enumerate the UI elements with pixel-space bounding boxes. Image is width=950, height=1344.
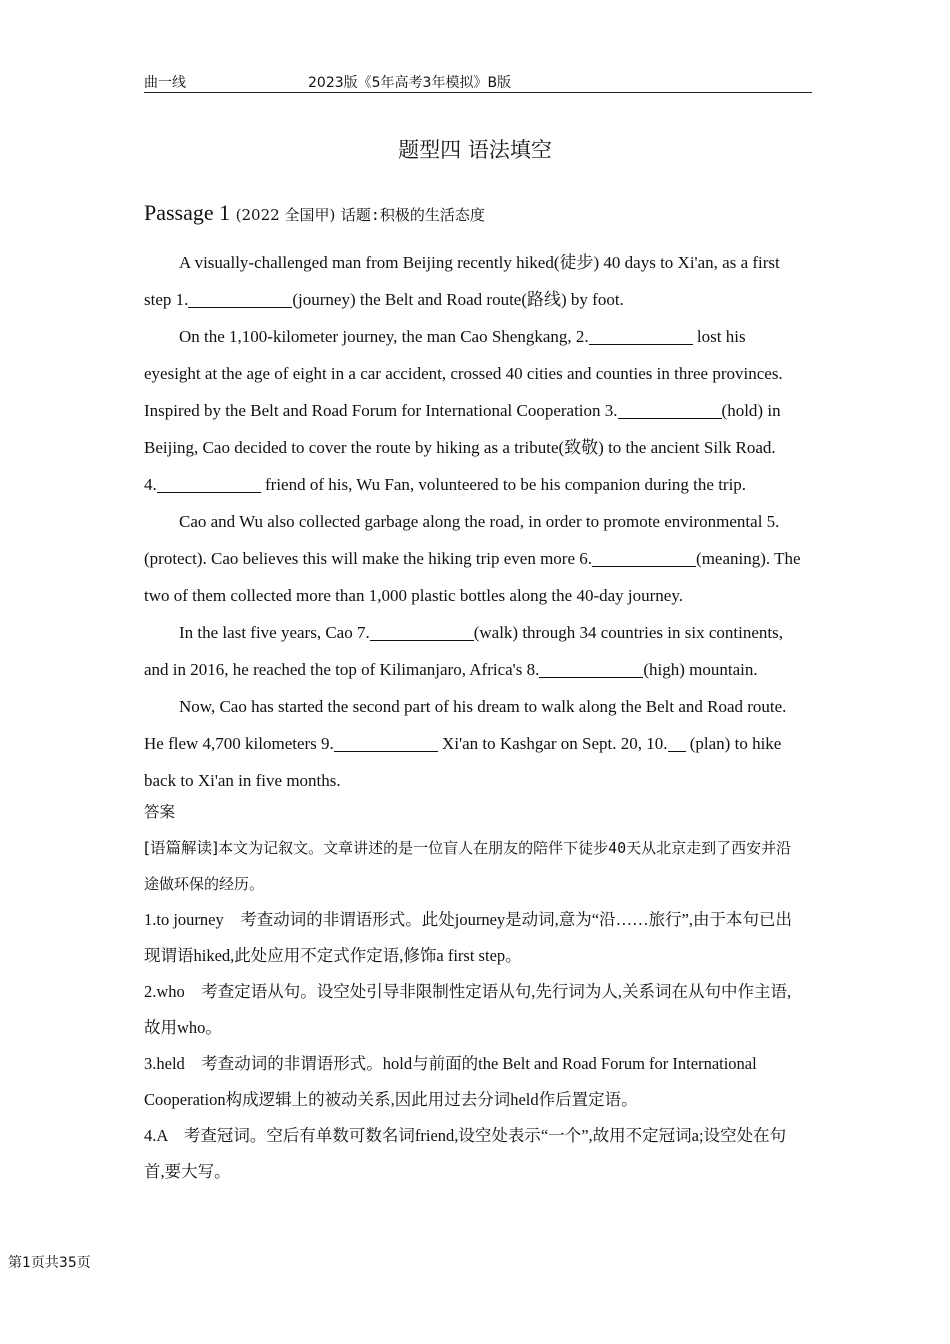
paragraph-4: Cao and Wu also collected garbage along the road, in order to promote environmental 5. (protect). Cao believes this will make the hiking trip even more 6. (meaning). The two of them collected more than 1,000 plastic bottles along the 40-day journey. [144, 512, 801, 605]
blank-8[interactable] [539, 659, 643, 678]
answers-label: 答案 [144, 803, 176, 821]
passage-source: (2022 全国甲) [235, 206, 336, 224]
blank-9[interactable] [334, 733, 438, 752]
passage-summary: [语篇解读]本文为记叙文。文章讲述的是一位盲人在朋友的陪伴下徒步40天从北京走到了西安并沿途做环保的经历。 [144, 839, 792, 893]
blank-7[interactable] [370, 622, 474, 641]
passage-body [144, 244, 806, 799]
blank-3[interactable] [618, 400, 722, 419]
blank-4[interactable] [157, 474, 261, 493]
paragraph-2: On the 1,100-kilometer journey, the man Cao Shengkang, 2. lost his eyesight at the age of eight in a car accident, crossed 40 cities and counties in three provinces. Inspired by the Belt and Road Forum for International Cooperation 3. (hold) in Beijing, Cao decided to cover the route by hiking as a tribute(致敬) to the ancient Silk Road. [144, 327, 783, 457]
paragraph-3: 4. friend of his, Wu Fan, volunteered to be his companion during the trip. [144, 475, 747, 494]
answer-4: 4.A 考查冠词。空后有单数可数名词friend,设空处表示“一个”,故用不定冠词a;设空处在句首,要大写。 [144, 1126, 787, 1181]
passage-heading [144, 200, 485, 226]
page-footer: 第1页共35页 [8, 1255, 91, 1271]
blank-6[interactable] [592, 548, 696, 567]
blank-1[interactable] [188, 289, 292, 308]
page-header [144, 70, 812, 93]
paragraph-1: A visually-challenged man from Beijing recently hiked(徒步) 40 days to Xi'an, as a first step 1. (journey) the Belt and Road route(路线) by foot. [144, 253, 780, 309]
passage-topic: 话题:积极的生活态度 [340, 206, 485, 224]
passage-number: Passage 1 [144, 200, 231, 225]
section-title: 题型四 语法填空 [398, 138, 552, 162]
paragraph-5: In the last five years, Cao 7. (walk) through 34 countries in six continents, and in 2016, he reached the top of Kilimanjaro, Africa's 8. (high) mountain. [144, 623, 783, 679]
blank-10[interactable] [668, 733, 686, 752]
answer-2: 2.who 考查定语从句。设空处引导非限制性定语从句,先行词为人,关系词在从句中作主语,故用who。 [144, 982, 792, 1037]
answers-section [144, 794, 806, 1190]
paragraph-6: Now, Cao has started the second part of his dream to walk along the Belt and Road route. He flew 4,700 kilometers 9. Xi'an to Kashgar on Sept. 20, 10. (plan) to hike back to Xi'an in five months. [144, 697, 787, 790]
header-brand: 曲一线 [144, 75, 186, 91]
answer-1: 1.to journey 考查动词的非谓语形式。此处journey是动词,意为“沿……旅行”,由于本句已出现谓语hiked,此处应用不定式作定语,修饰a first step。 [144, 910, 793, 965]
blank-2[interactable] [589, 326, 693, 345]
header-book-title: 2023版《5年高考3年模拟》B版 [308, 75, 512, 91]
answer-3: 3.held 考查动词的非谓语形式。hold与前面的the Belt and Road Forum for International Cooperation构成逻辑上的被动关系,因此用过去分词held作后置定语。 [144, 1054, 757, 1109]
